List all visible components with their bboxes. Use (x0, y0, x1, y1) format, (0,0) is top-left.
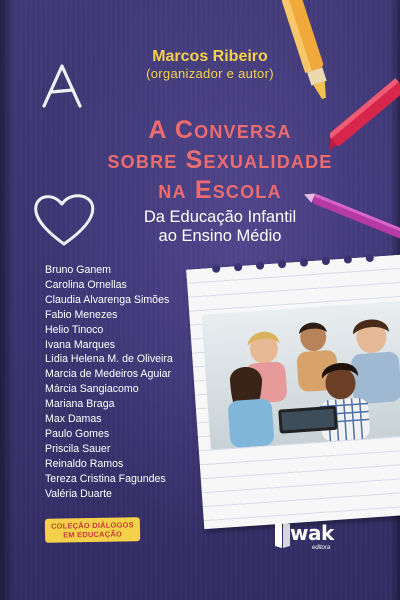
badge-line-1: COLEÇÃO DIÁLOGOS (50, 520, 134, 531)
collection-badge (45, 517, 140, 543)
author-name: Marcos Ribeiro (152, 48, 268, 65)
publisher-logo (272, 518, 352, 558)
contributor-name: Marcia de Medeiros Aguiar (45, 368, 172, 381)
contributor-name: Bruno Ganem (45, 264, 111, 276)
contributor-name: Carolina Ornellas (45, 278, 127, 291)
notebook-paper (186, 255, 400, 529)
contributor-name: Max Damas (45, 413, 102, 426)
contributor-name: Priscila Sauer (45, 442, 111, 455)
contributor-name: Lídia Helena M. de Oliveira (45, 353, 173, 366)
contributor-name: Fabio Menezes (45, 308, 118, 321)
contributor-name: Helio Tinoco (45, 323, 104, 336)
title-line-3: na Escola (158, 176, 282, 204)
subtitle-line-2: ao Ensino Médio (158, 227, 282, 245)
spine-shadow (0, 0, 14, 600)
contributor-name: Paulo Gomes (45, 427, 110, 440)
contributor-name: Valéria Duarte (45, 487, 112, 500)
contributor-name: Reinaldo Ramos (45, 457, 124, 470)
contributor-name: Claudia Alvarenga Simões (45, 293, 170, 306)
badge-line-2: EM EDUCAÇÃO (63, 529, 123, 540)
publisher-mark-icon (272, 520, 292, 550)
contributor-list (45, 263, 173, 502)
title-line-2: sobre Sexualidade (107, 146, 333, 174)
students-photo (201, 300, 400, 449)
contributor-name: Ivana Marques (45, 338, 116, 351)
publisher-sub: editora (312, 545, 331, 551)
subtitle-line-1: Da Educação Infantil (143, 208, 297, 226)
publisher-name: wak (290, 521, 334, 545)
contributor-name: Tereza Cristina Fagundes (45, 472, 166, 485)
contributor-name: Mariana Braga (45, 398, 115, 411)
contributor-name: Márcia Sangiacomo (45, 383, 139, 396)
author-role: (organizador e autor) (146, 66, 274, 81)
title-line-1: A Conversa (148, 116, 292, 144)
